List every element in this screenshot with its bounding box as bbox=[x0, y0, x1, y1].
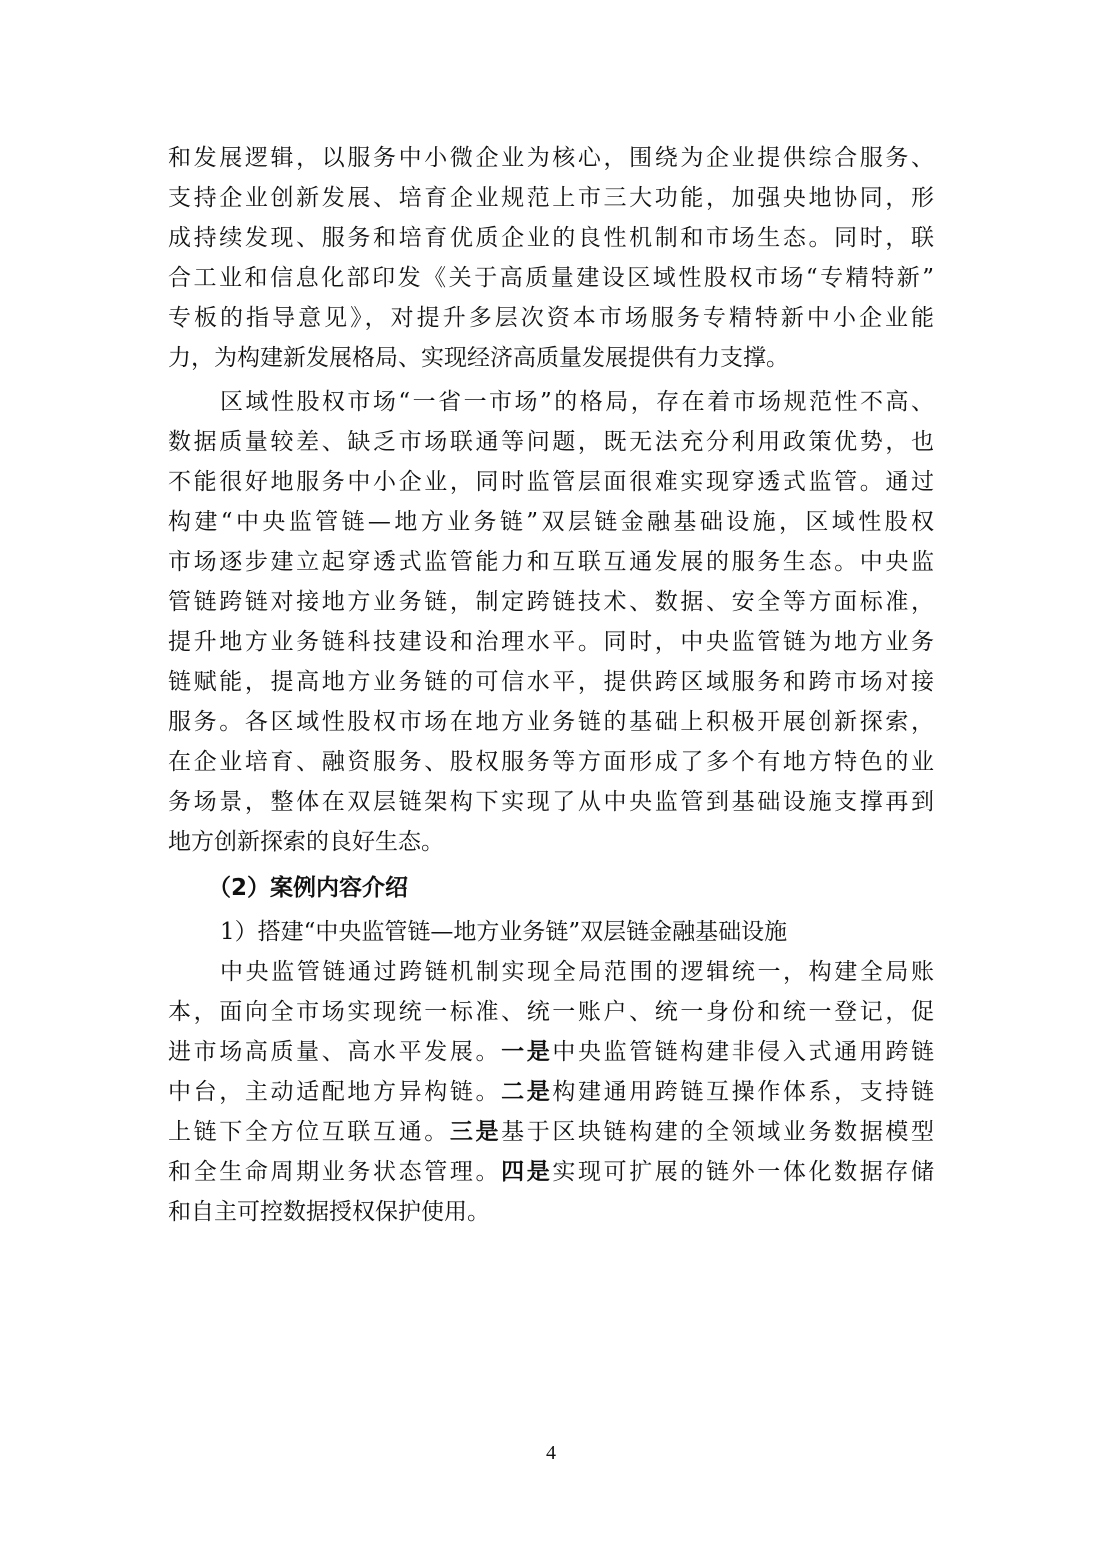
text-line: 链赋能，提高地方业务链的可信水平，提供跨区域服务和跨市场对接 bbox=[168, 669, 934, 695]
text-line: 和发展逻辑，以服务中小微企业为核心，围绕为企业提供综合服务、 bbox=[168, 145, 934, 171]
emphasis-marker: 三是 bbox=[449, 1119, 502, 1145]
text-line: 管链跨链对接地方业务链，制定跨链技术、数据、安全等方面标准， bbox=[168, 589, 934, 615]
text-line: 和自主可控数据授权保护使用。 bbox=[168, 1199, 490, 1225]
text-line: 服务。各区域性股权市场在地方业务链的基础上积极开展创新探索， bbox=[168, 709, 934, 735]
text-line: 专板的指导意见》，对提升多层次资本市场服务专精特新中小企业能 bbox=[168, 305, 934, 331]
text-line: 中央监管链通过跨链机制实现全局范围的逻辑统一，构建全局账 bbox=[220, 959, 934, 985]
text-run: 和全生命周期业务状态管理。 bbox=[168, 1159, 502, 1185]
text-run: 上链下全方位互联互通。 bbox=[168, 1119, 450, 1145]
text-line: 构建“中央监管链—地方业务链”双层链金融基础设施，区域性股权 bbox=[168, 509, 934, 535]
text-line: 区域性股权市场“一省一市场”的格局，存在着市场规范性不高、 bbox=[220, 389, 934, 415]
subsection-heading: 1）搭建“中央监管链—地方业务链”双层链金融基础设施 bbox=[220, 919, 788, 945]
text-line bbox=[168, 1154, 934, 1190]
text-line: 支持企业创新发展、培育企业规范上市三大功能，加强央地协同，形 bbox=[168, 185, 934, 211]
text-line bbox=[168, 1114, 934, 1150]
text-line: 地方创新探索的良好生态。 bbox=[168, 829, 444, 855]
text-line: 在企业培育、融资服务、股权服务等方面形成了多个有地方特色的业 bbox=[168, 749, 934, 775]
text-line bbox=[168, 1034, 934, 1070]
text-run: 构建通用跨链互操作体系，支持链 bbox=[552, 1079, 935, 1105]
text-run: 基于区块链构建的全领域业务数据模型 bbox=[501, 1119, 935, 1145]
text-line: 提升地方业务链科技建设和治理水平。同时，中央监管链为地方业务 bbox=[168, 629, 934, 655]
emphasis-marker: 四是 bbox=[501, 1159, 553, 1185]
text-line: 成持续发现、服务和培育优质企业的良性机制和市场生态。同时，联 bbox=[168, 225, 934, 251]
text-line: 务场景，整体在双层链架构下实现了从中央监管到基础设施支撑再到 bbox=[168, 789, 934, 815]
text-line: 数据质量较差、缺乏市场联通等问题，既无法充分利用政策优势，也 bbox=[168, 429, 934, 455]
text-line: 不能很好地服务中小企业，同时监管层面很难实现穿透式监管。通过 bbox=[168, 469, 934, 495]
text-run: 中央监管链构建非侵入式通用跨链 bbox=[552, 1039, 935, 1065]
page-number: 4 bbox=[546, 1442, 556, 1464]
text-line: 本，面向全市场实现统一标准、统一账户、统一身份和统一登记，促 bbox=[168, 999, 934, 1025]
emphasis-marker: 一是 bbox=[501, 1039, 553, 1065]
text-line: 合工业和信息化部印发《关于高质量建设区域性股权市场“专精特新” bbox=[168, 265, 934, 291]
text-line: 市场逐步建立起穿透式监管能力和互联互通发展的服务生态。中央监 bbox=[168, 549, 934, 575]
text-line bbox=[168, 1074, 934, 1110]
text-run: 进市场高质量、高水平发展。 bbox=[168, 1039, 502, 1065]
text-run: 实现可扩展的链外一体化数据存储 bbox=[552, 1159, 935, 1185]
text-line: 力，为构建新发展格局、实现经济高质量发展提供有力支撑。 bbox=[168, 345, 789, 371]
emphasis-marker: 二是 bbox=[501, 1079, 553, 1105]
text-run: 中台，主动适配地方异构链。 bbox=[168, 1079, 502, 1105]
section-heading: （2）案例内容介绍 bbox=[208, 875, 409, 901]
